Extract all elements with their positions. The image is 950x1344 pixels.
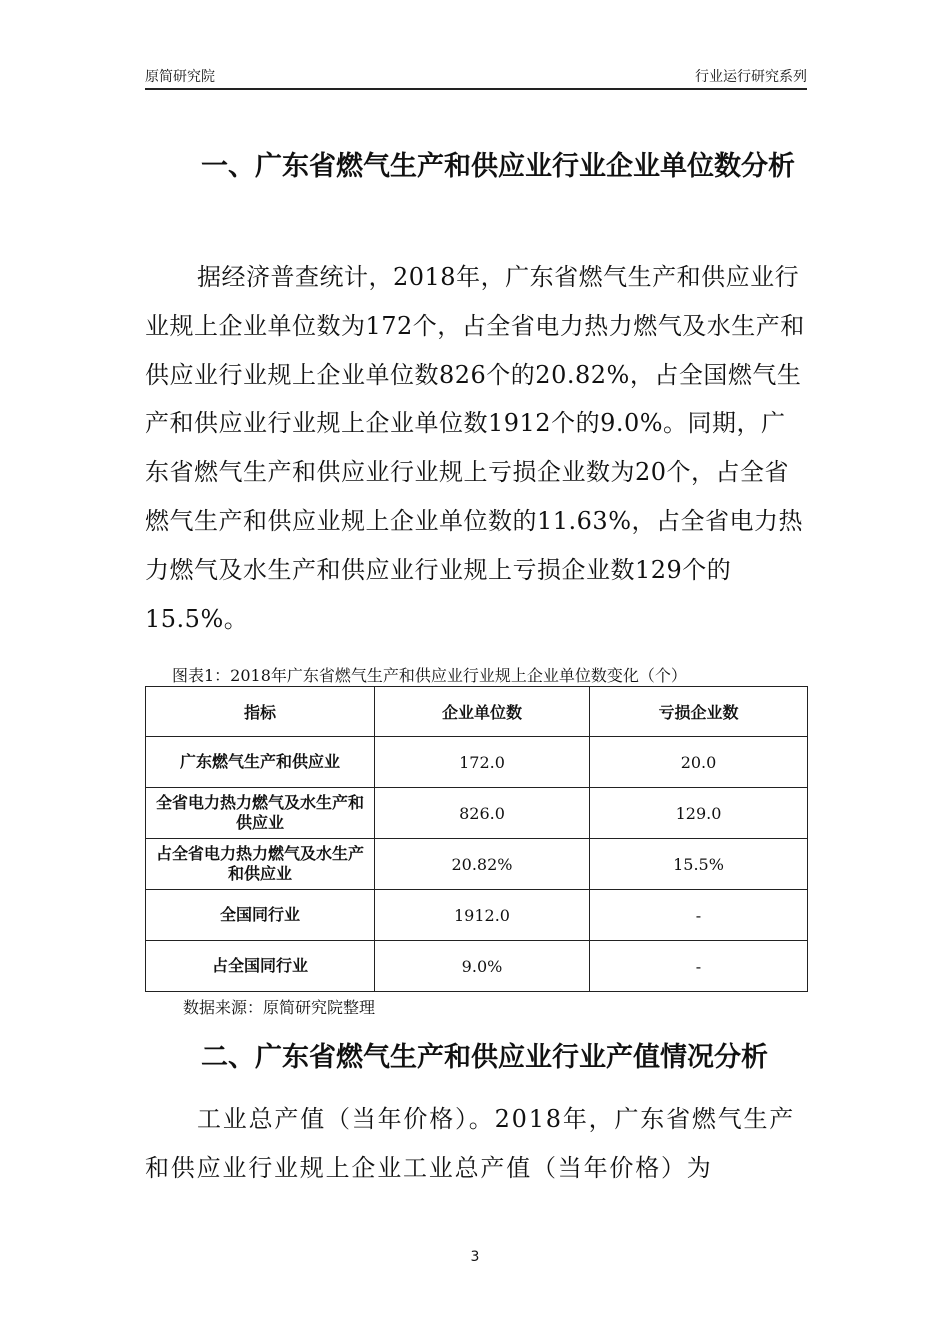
- row-label: 广东燃气生产和供应业: [146, 737, 375, 788]
- section-1-title: 一、广东省燃气生产和供应业行业企业单位数分析: [201, 151, 795, 182]
- cell-units: 826.0: [375, 788, 590, 839]
- cell-loss: 129.0: [590, 788, 808, 839]
- cell-units: 172.0: [375, 737, 590, 788]
- cell-units: 20.82%: [375, 839, 590, 890]
- row-label: 全省电力热力燃气及水生产和供应业: [146, 788, 375, 839]
- header-org: 原简研究院: [145, 69, 215, 85]
- column-header: 企业单位数: [375, 687, 590, 737]
- row-label: 占全省电力热力燃气及水生产和供应业: [146, 839, 375, 890]
- section-2-title: 二、广东省燃气生产和供应业行业产值情况分析: [201, 1042, 768, 1073]
- table-row: [146, 890, 808, 941]
- row-label: 占全国同行业: [146, 941, 375, 992]
- header-series: 行业运行研究系列: [695, 69, 807, 85]
- cell-loss: 20.0: [590, 737, 808, 788]
- cell-units: 1912.0: [375, 890, 590, 941]
- section-1-paragraph: 据经济普查统计，2018年，广东省燃气生产和供应业行业规上企业单位数为172个，占全省电力热力燃气及水生产和供应业行业规上企业单位数826个的20.82%，占全国燃气生产和供应业行业规上企业单位数1912个的9.0%。同期，广东省燃气生产和供应业行业规上亏损企业数为20个，占全省燃气生产和供应业规上企业单位数的11.63%，占全省电力热力燃气及水生产和供应业行业规上亏损企业数129个的15.5%。: [145, 263, 805, 633]
- section-2-paragraph: 工业总产值（当年价格）。2018年，广东省燃气生产和供应业行业规上企业工业总产值（当年价格）为: [145, 1105, 796, 1182]
- table-row: [146, 941, 808, 992]
- table-header-row: [146, 687, 808, 737]
- table-source: 数据来源：原简研究院整理: [183, 998, 376, 1017]
- column-header: 亏损企业数: [590, 687, 808, 737]
- page-header: [145, 64, 807, 90]
- table-row: [146, 839, 808, 890]
- cell-loss: -: [590, 890, 808, 941]
- cell-loss: 15.5%: [590, 839, 808, 890]
- table-row: [146, 788, 808, 839]
- cell-loss: -: [590, 941, 808, 992]
- data-table: [145, 686, 808, 992]
- page-number: 3: [470, 1249, 480, 1265]
- column-header: 指标: [146, 687, 375, 737]
- table-caption: 图表1：2018年广东省燃气生产和供应业行业规上企业单位数变化（个）: [172, 666, 687, 685]
- cell-units: 9.0%: [375, 941, 590, 992]
- table-row: [146, 737, 808, 788]
- row-label: 全国同行业: [146, 890, 375, 941]
